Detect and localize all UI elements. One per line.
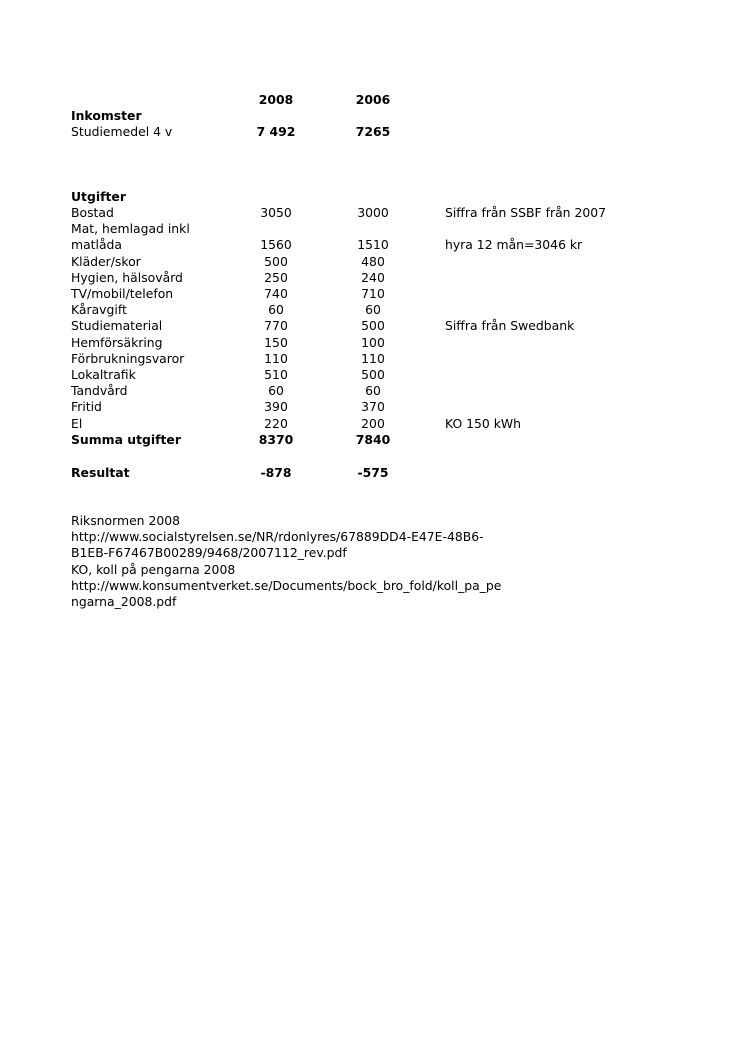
expense-value-2008: 110: [264, 350, 288, 366]
expense-note: Siffra från Swedbank: [445, 318, 575, 334]
expense-label: TV/mobil/telefon: [71, 286, 174, 301]
expense-value-2006: 370: [361, 399, 385, 415]
expense-label: Förbrukningsvaror: [71, 350, 185, 366]
income-value-2008: 7 492: [256, 124, 296, 139]
expense-label: Kläder/skor: [71, 253, 141, 269]
expense-row: [0, 318, 746, 334]
expense-note: Siffra från SSBF från 2007: [445, 205, 606, 220]
expense-row: [0, 237, 746, 253]
expense-value-2008: 510: [264, 367, 288, 382]
expense-value-2006: 500: [361, 367, 385, 382]
expense-value-2006: 100: [361, 334, 385, 350]
expense-label: Bostad: [71, 205, 114, 220]
expense-value-2008: 250: [264, 269, 288, 285]
expense-row: [0, 351, 746, 367]
expense-row: [0, 270, 746, 286]
reference-line: http://www.socialstyrelsen.se/NR/rdonlyres/67889DD4-E47E-48B6-: [71, 529, 484, 544]
expenses-section-title-row: [0, 189, 746, 205]
expense-value-2008: 60: [268, 302, 284, 318]
expense-value-2008: 220: [264, 415, 288, 431]
expense-row: [0, 367, 746, 383]
expense-label: Fritid: [71, 399, 102, 415]
result-label: Resultat: [71, 465, 130, 480]
expense-value-2008: 3050: [260, 205, 292, 220]
expense-value-2006: 60: [365, 383, 381, 399]
expense-label: Hemförsäkring: [71, 334, 163, 350]
expense-row: [0, 399, 746, 415]
expense-label: Hygien, hälsovård: [71, 269, 183, 285]
income-section-title: Inkomster: [71, 108, 142, 123]
expense-value-2006: 500: [361, 318, 385, 334]
expense-row: [0, 302, 746, 318]
expense-value-2006: 60: [365, 302, 381, 318]
reference-line: http://www.konsumentverket.se/Documents/bock_bro_fold/koll_pa_pe: [71, 578, 502, 593]
expense-value-2008: 150: [264, 334, 288, 350]
expense-label: Mat, hemlagad inkl: [71, 221, 190, 237]
column-header-2006: 2006: [355, 92, 391, 107]
expense-value-2008: 740: [264, 286, 288, 301]
expense-value-2008: 500: [264, 253, 288, 269]
expense-label: Lokaltrafik: [71, 367, 136, 382]
expense-note: KO 150 kWh: [445, 415, 522, 431]
expense-row: [0, 286, 746, 302]
expense-value-2008: 60: [268, 383, 284, 399]
expense-label: Kåravgift: [71, 302, 127, 318]
reference-line: KO, koll på pengarna 2008: [71, 562, 236, 577]
expense-value-2008: 770: [264, 318, 288, 334]
expense-label: Studiematerial: [71, 318, 163, 334]
expense-row: [0, 254, 746, 270]
expense-label: matlåda: [71, 237, 123, 253]
expense-row: [0, 416, 746, 432]
result-value-2006: -575: [357, 465, 389, 480]
expenses-section-title: Utgifter: [71, 189, 126, 204]
reference-line: B1EB-F67467B00289/9468/2007112_rev.pdf: [71, 545, 347, 560]
expense-value-2006: 240: [361, 269, 385, 285]
expenses-sum-label: Summa utgifter: [71, 432, 181, 447]
expense-label: Tandvård: [71, 383, 128, 399]
income-section-title-row: [0, 108, 746, 124]
expense-label: El: [71, 415, 83, 431]
expense-row: [0, 383, 746, 399]
reference-line: ngarna_2008.pdf: [71, 594, 177, 609]
income-label: Studiemedel 4 v: [71, 124, 173, 139]
expense-value-2006: 1510: [357, 237, 389, 253]
income-row: [0, 124, 746, 140]
expense-value-2006: 3000: [357, 205, 389, 220]
result-row: [0, 465, 746, 481]
expense-value-2006: 200: [361, 415, 385, 431]
header-row: [0, 92, 746, 108]
expense-row: [0, 335, 746, 351]
expenses-sum-2008: 8370: [258, 432, 294, 447]
expenses-sum-2006: 7840: [355, 432, 391, 447]
expense-row: [0, 205, 746, 221]
income-value-2006: 7265: [355, 124, 391, 139]
expense-value-2006: 110: [361, 350, 385, 366]
reference-line: Riksnormen 2008: [71, 513, 181, 528]
column-header-2008: 2008: [258, 92, 294, 107]
expense-note: hyra 12 mån=3046 kr: [445, 237, 583, 253]
result-value-2008: -878: [260, 465, 292, 480]
expense-value-2006: 710: [361, 286, 385, 301]
expense-value-2008: 390: [264, 399, 288, 415]
expense-value-2006: 480: [361, 253, 385, 269]
expense-value-2008: 1560: [260, 237, 292, 253]
expenses-sum-row: [0, 432, 746, 448]
expense-row: [0, 221, 746, 237]
